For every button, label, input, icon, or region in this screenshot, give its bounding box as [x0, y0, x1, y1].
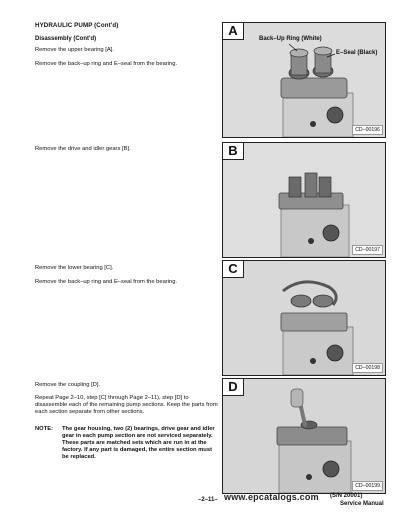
figure-b-photo: [223, 143, 385, 257]
figure-c: [222, 260, 386, 376]
footer-serial: (S/N 20001): [330, 493, 363, 499]
figure-d: [222, 378, 386, 494]
step-c1: Remove the lower bearing [C].: [35, 265, 114, 271]
figure-a-code: CD–00196: [352, 125, 383, 135]
figure-a: [222, 22, 386, 138]
note-text: The gear housing, two (2) bearings, drive gear and idler gear in each pump section are not serviced separately. These parts are matched sets which are run in at the factory. If any part is damaged, the entire section must be replaced.: [62, 426, 215, 460]
step-a1: Remove the upper bearing [A].: [35, 47, 114, 53]
figure-d-photo: [223, 379, 385, 493]
note-label: NOTE:: [35, 426, 54, 432]
figure-a-label: A: [223, 23, 244, 40]
figure-b-code: CD–00197: [352, 245, 383, 255]
figure-d-code: CD–00199: [352, 481, 383, 491]
figure-c-code: CD–00198: [352, 363, 383, 373]
figure-b: [222, 142, 386, 258]
step-b1: Remove the drive and idler gears [B].: [35, 146, 131, 152]
watermark[interactable]: www.epcatalogs.com: [224, 492, 319, 502]
callout-backup-ring: Back–Up Ring (White): [259, 36, 322, 42]
figure-b-label: B: [223, 143, 244, 160]
figure-c-photo: [223, 261, 385, 375]
figure-c-label: C: [223, 261, 244, 278]
page-number: –2–11–: [198, 497, 218, 503]
figure-d-label: D: [223, 379, 244, 396]
step-d1: Remove the coupling [D].: [35, 382, 101, 388]
step-d2: Repeat Page 2–10, step [C] through Page 2–11), step [D] to disassemble each of the remaining pump sections. Keep the parts from each section separate from other sections.: [35, 395, 218, 416]
subsection-title: Disassembly (Cont'd): [35, 36, 97, 42]
footer-manual: Service Manual: [340, 501, 384, 507]
section-title: HYDRAULIC PUMP (Cont'd): [35, 22, 119, 29]
callout-e-seal: E–Seal (Black): [336, 50, 378, 56]
step-c2: Remove the back–up ring and E–seal from the bearing.: [35, 279, 178, 285]
step-a2: Remove the back–up ring and E–seal from the bearing.: [35, 61, 178, 67]
